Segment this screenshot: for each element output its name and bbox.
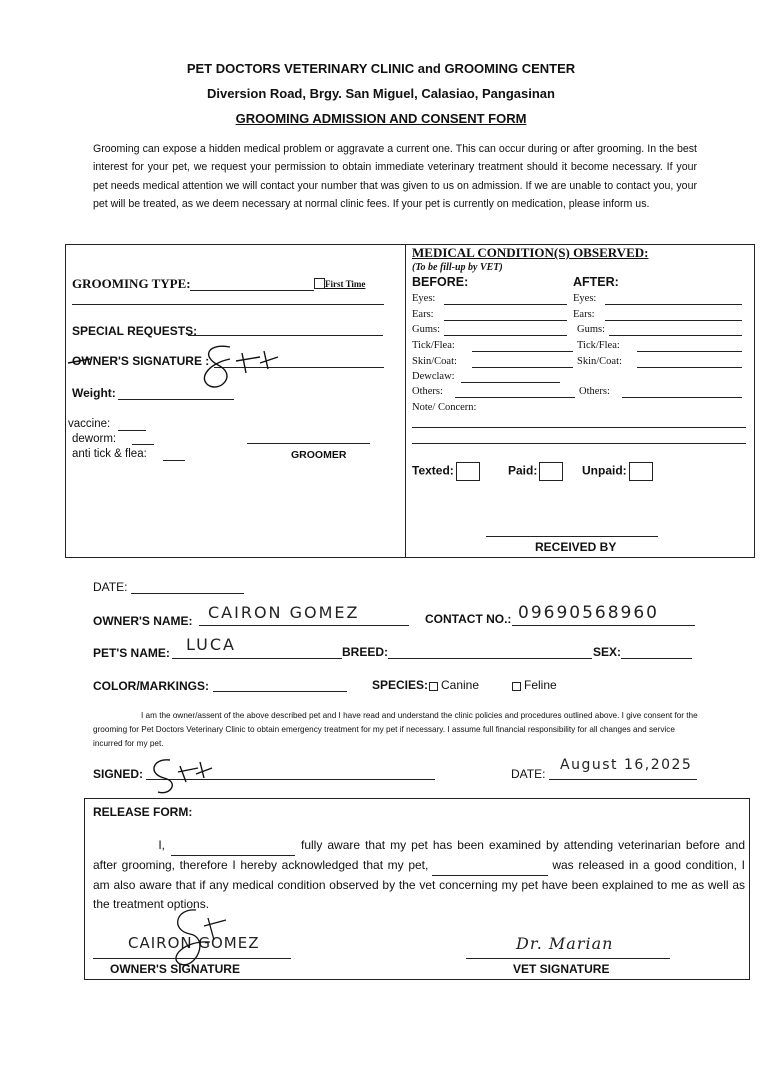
contact-value[interactable]: 09690568960 xyxy=(518,603,659,623)
before-field-line[interactable] xyxy=(472,367,573,368)
consent-paragraph: I am the owner/assent of the above described pet and I have read and understand the clinic policies and procedures outlined above. I give consent for the grooming for Pet Doctors Veterinary Clinic to obtain emergency treatment for my pet if necessary. I assume full financial responsibility for all changes and service incurred for my pet. xyxy=(93,711,698,748)
first-time-label: First Time xyxy=(325,279,366,289)
signed-date-line[interactable] xyxy=(549,779,697,780)
clinic-address: Diversion Road, Brgy. San Miguel, Calasiao, Pangasinan xyxy=(207,86,555,101)
canine-checkbox[interactable] xyxy=(429,682,438,691)
before-field-line[interactable] xyxy=(444,320,567,321)
unpaid-label: Unpaid: xyxy=(582,462,653,481)
release-owner-name-blank[interactable] xyxy=(171,836,295,856)
date-label: DATE: xyxy=(93,580,128,594)
owner-name-line[interactable] xyxy=(199,625,409,626)
before-field-label: Ears: xyxy=(412,309,434,320)
after-field-label: Others: xyxy=(579,386,610,397)
vet-signature-handwriting: Dr. Marian xyxy=(516,934,614,953)
grooming-type-extra-line[interactable] xyxy=(72,304,384,305)
pet-name-line[interactable] xyxy=(172,658,342,659)
after-field-label: Gums: xyxy=(577,324,606,335)
before-heading: BEFORE: xyxy=(412,275,469,289)
note-line-1[interactable] xyxy=(412,427,746,428)
groomer-label: GROOMER xyxy=(291,449,347,461)
medical-title: MEDICAL CONDITION(S) OBSERVED: xyxy=(412,245,649,260)
texted-checkbox[interactable] xyxy=(456,462,480,481)
after-field-label: Eyes: xyxy=(573,293,597,304)
signed-label: SIGNED: xyxy=(93,767,144,781)
clinic-name: PET DOCTORS VETERINARY CLINIC and GROOMING CENTER xyxy=(186,61,576,76)
release-title: RELEASE FORM: xyxy=(93,805,193,819)
before-field-line[interactable] xyxy=(444,335,567,336)
deworm-label: deworm: xyxy=(72,433,117,445)
before-field-label: Tick/Flea: xyxy=(412,340,455,351)
anti-tick-field[interactable] xyxy=(163,460,185,461)
release-text-2: fully aware that my pet has been examined by attending veterinarian before and after grooming, therefore I hereby acknowledged that my pet, xyxy=(93,838,745,872)
signed-date-label: DATE: xyxy=(511,767,546,781)
signed-date-value[interactable]: August 16,2025 xyxy=(560,757,693,773)
first-time-checkbox[interactable] xyxy=(314,278,325,289)
after-field-line[interactable] xyxy=(605,320,742,321)
vaccine-label: vaccine: xyxy=(68,418,111,430)
pet-name-value[interactable]: LUCA xyxy=(186,635,236,654)
date-field[interactable] xyxy=(131,593,244,594)
owner-signature-label: OWNER'S SIGNATURE : xyxy=(72,354,210,368)
before-field-line[interactable] xyxy=(461,382,560,383)
breed-label: BREED: xyxy=(342,645,389,659)
after-field-label: Skin/Coat: xyxy=(577,356,622,367)
after-heading: AFTER: xyxy=(573,275,619,289)
note-concern-label: Note/ Concern: xyxy=(412,402,477,413)
before-field-line[interactable] xyxy=(444,304,567,305)
grooming-type-label: GROOMING TYPE: xyxy=(72,276,191,291)
before-field-label: Eyes: xyxy=(412,293,436,304)
breed-field[interactable] xyxy=(388,658,592,659)
owner-signature-footer-label: OWNER'S SIGNATURE xyxy=(110,962,240,976)
species-label: SPECIES: xyxy=(372,678,429,692)
release-pet-name-blank[interactable] xyxy=(432,856,548,876)
vet-signature-label: VET SIGNATURE xyxy=(513,962,610,976)
vet-signature-line[interactable] xyxy=(466,958,670,959)
before-field-label: Gums: xyxy=(412,324,441,335)
feline-checkbox[interactable] xyxy=(512,682,521,691)
after-field-line[interactable] xyxy=(609,335,742,336)
owner-name-value[interactable]: CAIRON GOMEZ xyxy=(208,603,360,622)
before-field-label: Dewclaw: xyxy=(412,371,455,382)
signed-signature-scribble xyxy=(140,752,220,800)
box-divider xyxy=(405,244,406,557)
before-field-line[interactable] xyxy=(472,351,573,352)
before-field-line[interactable] xyxy=(455,397,575,398)
groomer-signature-line[interactable] xyxy=(247,443,370,444)
after-field-line[interactable] xyxy=(605,304,742,305)
after-field-label: Ears: xyxy=(573,309,595,320)
contact-line[interactable] xyxy=(512,625,695,626)
release-owner-handwriting: CAIRON GOMEZ xyxy=(128,934,260,952)
vaccine-field[interactable] xyxy=(118,430,146,431)
special-requests-label: SPECIAL REQUESTS: xyxy=(72,324,198,338)
received-by-line[interactable] xyxy=(486,536,658,537)
received-by-label: RECEIVED BY xyxy=(535,540,617,554)
color-markings-label: COLOR/MARKINGS: xyxy=(93,679,209,693)
unpaid-checkbox[interactable] xyxy=(629,462,653,481)
intro-paragraph: Grooming can expose a hidden medical problem or aggravate a current one. This can occur during or after grooming. In the best interest for your pet, we request your permission to obtain immediate veterinary treatment should it become necessary. If your pet needs medical attention we will contact your number that was given to us on admission. If we are unable to contact you, your pet will be treated, as we deem necessary at normal clinic fees. If your pet is currently on medication, please inform us. xyxy=(93,143,697,210)
release-owner-signature-scribble xyxy=(150,900,240,990)
after-field-label: Tick/Flea: xyxy=(577,340,620,351)
paid-label: Paid: xyxy=(508,462,563,481)
release-text-3: was released in a good condition, I am also aware that if any medical condition observed by the vet concerning my pet have been explained to me as well as the treatment options. xyxy=(93,858,745,911)
sex-label: SEX: xyxy=(593,645,622,659)
owner-name-label: OWNER'S NAME: xyxy=(93,614,193,628)
paid-checkbox[interactable] xyxy=(539,462,563,481)
after-field-line[interactable] xyxy=(637,367,742,368)
medical-subtitle: (To be fill-up by VET) xyxy=(412,262,503,273)
feline-label: Feline xyxy=(524,678,557,692)
release-text-1: I, xyxy=(158,838,165,852)
texted-label: Texted: xyxy=(412,462,480,481)
pet-name-label: PET'S NAME: xyxy=(93,646,170,660)
after-field-line[interactable] xyxy=(622,397,742,398)
after-field-line[interactable] xyxy=(637,351,742,352)
weight-label: Weight: xyxy=(72,386,116,400)
form-title: GROOMING ADMISSION AND CONSENT FORM xyxy=(235,111,527,126)
color-markings-field[interactable] xyxy=(213,691,347,692)
weight-field[interactable] xyxy=(118,399,234,400)
anti-tick-label: anti tick & flea: xyxy=(72,448,147,460)
note-line-2[interactable] xyxy=(412,443,746,444)
before-field-label: Others: xyxy=(412,386,443,397)
grooming-type-field[interactable] xyxy=(190,290,314,291)
before-field-label: Skin/Coat: xyxy=(412,356,457,367)
sex-field[interactable] xyxy=(621,658,692,659)
contact-label: CONTACT NO.: xyxy=(425,612,512,626)
canine-label: Canine xyxy=(441,678,480,692)
deworm-field[interactable] xyxy=(132,444,154,445)
